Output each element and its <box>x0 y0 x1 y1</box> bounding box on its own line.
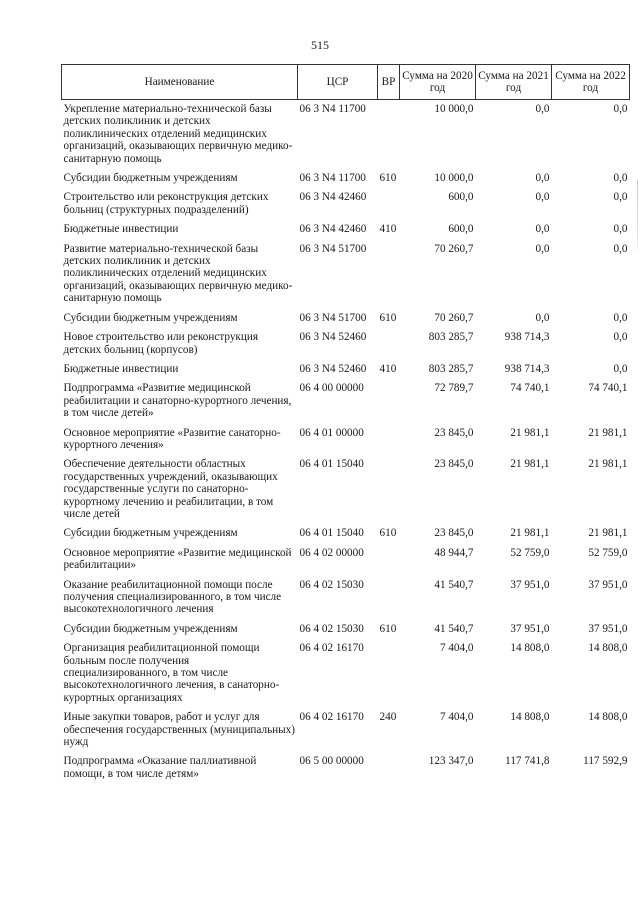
row-name: Подпрограмма «Оказание паллиативной помощи, в том числе детям» <box>63 755 257 780</box>
row-amount-2021: 14 808,0 <box>510 642 550 655</box>
row-amount-2022: 117 592,9 <box>583 755 628 768</box>
row-amount-2020: 48 944,7 <box>434 546 474 559</box>
row-name: Оказание реабилитационной помощи после получения специализированного, в том числе высокотехнологичного лечения <box>63 578 282 616</box>
row-amount-2021: 14 808,0 <box>510 711 550 724</box>
row-vr: 610 <box>379 172 397 185</box>
row-amount-2020: 600,0 <box>448 223 474 236</box>
table-row <box>62 451 630 520</box>
row-amount-2020: 70 260,7 <box>434 311 474 324</box>
row-vr <box>378 236 400 305</box>
table-row <box>62 305 630 324</box>
row-name: Основное мероприятие «Развитие санаторно-курортного лечения» <box>63 426 281 451</box>
row-amount-2021: 117 741,8 <box>505 755 550 768</box>
row-amount-2021: 37 951,0 <box>510 622 550 635</box>
header-amount-2021: Сумма на 2021 год <box>476 65 552 100</box>
row-amount-2020: 41 540,7 <box>434 578 474 591</box>
row-amount-2022: 0,0 <box>613 103 628 115</box>
page-number: 515 <box>311 38 329 52</box>
row-amount-2021: 74 740,1 <box>510 382 550 395</box>
row-name: Субсидии бюджетным учреждениям <box>63 527 238 540</box>
row-vr <box>378 635 400 704</box>
row-csr: 06 3 N4 52460 <box>299 331 367 344</box>
row-amount-2022: 0,0 <box>613 242 628 255</box>
row-vr <box>378 324 400 356</box>
row-name: Подпрограмма «Развитие медицинской реабилитации и санаторно-курортного лечения, в том числе детей» <box>63 382 292 420</box>
row-amount-2020: 600,0 <box>448 191 474 204</box>
row-amount-2022: 52 759,0 <box>588 546 628 559</box>
row-csr: 06 3 N4 42460 <box>299 223 367 236</box>
header-amount-2022: Сумма на 2022 год <box>552 65 630 100</box>
row-amount-2020: 72 789,7 <box>434 382 474 395</box>
row-csr: 06 4 02 00000 <box>299 546 364 559</box>
row-csr: 06 5 00 00000 <box>299 755 364 768</box>
row-amount-2021: 938 714,3 <box>504 362 550 375</box>
row-csr: 06 3 N4 51700 <box>299 311 367 324</box>
row-vr: 410 <box>379 362 397 375</box>
row-vr: 610 <box>379 527 397 540</box>
row-csr: 06 4 01 00000 <box>299 426 364 439</box>
row-name: Иные закупки товаров, работ и услуг для обеспечения государственных (муниципальных) нужд <box>63 711 295 749</box>
table-header-row <box>62 65 630 100</box>
row-name: Организация реабилитационной помощи больным после получения специализированного, в том числе высокотехнологичного лечения, в санаторно-курортных организациях <box>63 642 280 704</box>
row-amount-2022: 0,0 <box>613 311 628 324</box>
row-vr <box>378 451 400 520</box>
row-amount-2022: 21 981,1 <box>588 527 628 540</box>
row-amount-2021: 0,0 <box>535 223 550 236</box>
row-amount-2020: 803 285,7 <box>428 362 474 375</box>
row-amount-2020: 10 000,0 <box>434 172 474 185</box>
table-row <box>62 748 630 780</box>
table-row <box>62 165 630 184</box>
row-amount-2022: 21 981,1 <box>588 458 628 471</box>
row-amount-2021: 938 714,3 <box>504 331 550 344</box>
row-name: Основное мероприятие «Развитие медицинской реабилитации» <box>63 546 292 572</box>
row-csr: 06 4 02 15030 <box>299 578 364 591</box>
row-name: Развитие материально-технической базы детских поликлиник и детских поликлинических отделений медицинских организаций, оказывающих первичную медико-санитарную помощь <box>63 242 293 305</box>
row-csr: 06 3 N4 52460 <box>299 362 367 375</box>
row-amount-2020: 41 540,7 <box>434 622 474 635</box>
row-amount-2021: 21 981,1 <box>510 458 550 471</box>
row-vr <box>378 748 400 780</box>
row-vr <box>378 572 400 616</box>
row-name: Субсидии бюджетным учреждениям <box>63 172 238 185</box>
row-amount-2022: 0,0 <box>613 223 628 236</box>
table-row <box>62 572 630 616</box>
row-csr: 06 4 02 16170 <box>299 642 364 655</box>
row-vr: 610 <box>379 311 397 324</box>
row-amount-2020: 23 845,0 <box>434 527 474 540</box>
row-csr: 06 3 N4 11700 <box>299 172 366 185</box>
table-row <box>62 324 630 356</box>
row-amount-2022: 37 951,0 <box>588 622 628 635</box>
table-row <box>62 184 630 216</box>
row-name: Бюджетные инвестиции <box>63 362 179 375</box>
row-amount-2021: 0,0 <box>535 311 550 324</box>
row-amount-2020: 7 404,0 <box>439 642 474 655</box>
row-csr: 06 3 N4 11700 <box>299 103 366 115</box>
table-row <box>62 635 630 704</box>
row-amount-2022: 21 981,1 <box>588 426 628 439</box>
row-vr: 410 <box>379 223 397 236</box>
row-csr: 06 4 02 16170 <box>299 711 364 724</box>
row-vr <box>378 100 400 166</box>
row-vr <box>378 540 400 572</box>
row-amount-2022: 0,0 <box>613 331 628 344</box>
table-row <box>62 616 630 635</box>
table-row <box>62 100 630 166</box>
row-name: Укрепление материально-технической базы детских поликлиник и детских поликлинических отделений медицинских организаций, оказывающих первичную медико-санитарную помощь <box>63 103 293 165</box>
row-amount-2020: 7 404,0 <box>439 711 474 724</box>
row-csr: 06 4 02 15030 <box>299 622 364 635</box>
row-csr: 06 4 01 15040 <box>299 458 364 471</box>
row-amount-2021: 37 951,0 <box>510 578 550 591</box>
table-row <box>62 356 630 375</box>
row-name: Обеспечение деятельности областных государственных учреждений, оказывающих государственные услуги по санаторно-курортному лечению и реабилитации, в том числе детей <box>63 458 278 520</box>
row-amount-2021: 52 759,0 <box>510 546 550 559</box>
row-amount-2022: 37 951,0 <box>588 578 628 591</box>
budget-table <box>61 64 630 780</box>
row-amount-2022: 14 808,0 <box>588 711 628 724</box>
row-name: Субсидии бюджетным учреждениям <box>63 311 238 324</box>
row-vr <box>378 420 400 452</box>
row-vr: 240 <box>379 711 397 724</box>
row-amount-2021: 0,0 <box>535 103 550 115</box>
row-name: Строительство или реконструкция детских больниц (структурных подразделений) <box>63 191 269 216</box>
header-amount-2020: Сумма на 2020 год <box>400 65 476 100</box>
row-amount-2022: 14 808,0 <box>588 642 628 655</box>
header-csr: ЦСР <box>298 65 378 100</box>
row-amount-2020: 70 260,7 <box>434 242 474 255</box>
row-vr <box>378 184 400 216</box>
row-name: Новое строительство или реконструкция детских больниц (корпусов) <box>63 331 258 356</box>
row-amount-2020: 123 347,0 <box>428 755 474 768</box>
table-row <box>62 236 630 305</box>
row-amount-2021: 0,0 <box>535 172 550 185</box>
row-amount-2020: 10 000,0 <box>434 103 474 115</box>
row-name: Субсидии бюджетным учреждениям <box>63 622 238 635</box>
table-row <box>62 375 630 419</box>
row-csr: 06 4 00 00000 <box>299 382 364 395</box>
row-amount-2021: 21 981,1 <box>510 426 550 439</box>
row-vr: 610 <box>379 622 397 635</box>
row-csr: 06 3 N4 42460 <box>299 191 367 204</box>
header-vr: ВР <box>378 65 400 100</box>
row-amount-2021: 21 981,1 <box>510 527 550 540</box>
table-row <box>62 704 630 748</box>
row-amount-2022: 0,0 <box>613 362 628 375</box>
row-amount-2021: 0,0 <box>535 242 550 255</box>
header-name: Наименование <box>62 65 298 100</box>
row-amount-2021: 0,0 <box>535 191 550 204</box>
table-row <box>62 540 630 572</box>
row-amount-2022: 0,0 <box>613 172 628 185</box>
row-name: Бюджетные инвестиции <box>63 223 179 236</box>
row-vr <box>378 375 400 419</box>
row-amount-2022: 74 740,1 <box>588 382 628 395</box>
table-row <box>62 216 630 235</box>
table-row <box>62 520 630 539</box>
row-csr: 06 3 N4 51700 <box>299 242 367 255</box>
row-csr: 06 4 01 15040 <box>299 527 364 540</box>
table-row <box>62 420 630 452</box>
row-amount-2022: 0,0 <box>613 191 628 204</box>
scan-margin-mark <box>637 180 638 250</box>
row-amount-2020: 803 285,7 <box>428 331 474 344</box>
row-amount-2020: 23 845,0 <box>434 426 474 439</box>
row-amount-2020: 23 845,0 <box>434 458 474 471</box>
